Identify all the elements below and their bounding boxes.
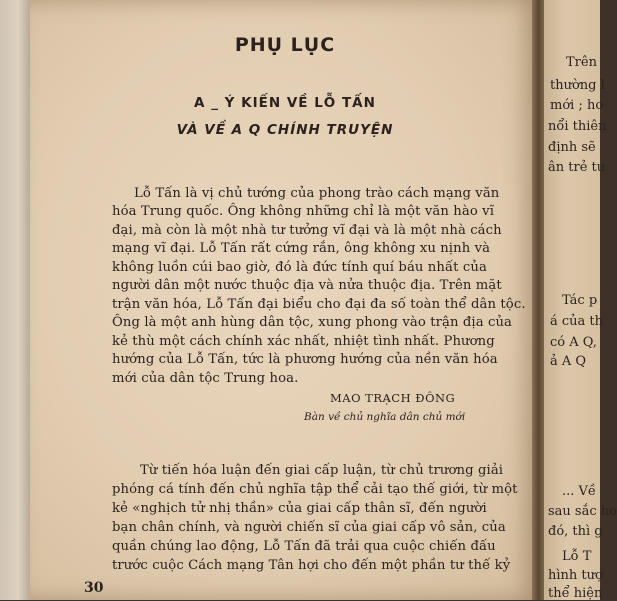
section-heading-line-1: A _ Ý KIẾN VỀ LỖ TẤN xyxy=(194,95,376,111)
paragraph-1-line: hóa Trung quốc. Ông không những chỉ là một văn hào vĩ xyxy=(112,204,495,219)
paragraph-1-line: không luồn cúi bao giờ, đó là đức tính quí báu nhất của xyxy=(112,260,487,275)
next-page-fragment: thường l xyxy=(550,78,605,93)
paragraph-1-line: đại, mà còn là một nhà tư tưởng vĩ đại và là một nhà cách xyxy=(112,223,502,238)
paragraph-2-line: trước cuộc Cách mạng Tân hợi cho đến một phần tư thế kỷ xyxy=(112,558,511,573)
next-page-fragment: hình tượ xyxy=(548,568,603,583)
paragraph-2-line: bạn chân chính, và người chiến sĩ của giai cấp vô sản, của xyxy=(112,520,506,535)
paragraph-1-line: trận văn hóa, Lỗ Tấn đại biểu cho đại đa số toàn thể dân tộc. xyxy=(112,297,526,312)
next-page-fragment: định sẽ xyxy=(548,140,596,155)
next-page-fragment: thể hiện xyxy=(548,586,603,601)
paragraph-1-line: kẻ thù một cách chính xác nhất, nhiệt tình nhất. Phương xyxy=(112,334,495,349)
paragraph-1-line: người dân một nước thuộc địa và nửa thuộc địa. Trên mặt xyxy=(112,278,502,293)
book-page-right-partial xyxy=(544,0,617,601)
attribution-author: MAO TRẠCH ĐÔNG xyxy=(330,391,456,405)
paragraph-1-line: Ông là một anh hùng dân tộc, xung phong vào trận địa của xyxy=(112,315,513,330)
paragraph-1-line: hướng của Lỗ Tấn, tức là phương hướng của nền văn hóa xyxy=(112,352,498,367)
paragraph-2-line: kẻ «nghịch tử nhị thần» của giai cấp thân sĩ, đến người xyxy=(112,501,487,516)
paragraph-2-line: phóng cá tính đến chủ nghĩa tập thể cải tạo thế giới, từ một xyxy=(112,482,518,497)
next-page-fragment: Trên xyxy=(566,55,597,70)
next-page-fragment: sau sắc ho xyxy=(548,504,617,519)
next-page-fragment: ... Về xyxy=(562,484,596,499)
next-page-fragment: đó, thì g xyxy=(548,524,603,539)
paragraph-2-line: Từ tiến hóa luận đến giai cấp luận, từ chủ trương giải xyxy=(140,463,504,478)
next-page-fragment: ả A Q xyxy=(550,354,587,369)
next-page-fragment: nổi thiên xyxy=(548,119,607,134)
next-page-fragment: có A Q, xyxy=(550,335,597,350)
attribution-source: Bàn về chủ nghĩa dân chủ mới xyxy=(304,411,466,423)
paragraph-2-line: quần chúng lao động, Lỗ Tấn đã trải qua cuộc chiến đấu xyxy=(112,539,496,554)
paragraph-1-line: Lỗ Tấn là vị chủ tướng của phong trào cách mạng văn xyxy=(134,186,500,201)
next-page-fragment: á của th xyxy=(550,314,604,329)
next-page-fragment: Tác p xyxy=(562,293,598,308)
section-heading-line-2: VÀ VỀ A Q CHÍNH TRUYỆN xyxy=(176,122,394,138)
next-page-fragment: ân trẻ tu xyxy=(548,160,606,175)
left-margin-background xyxy=(0,0,30,600)
page-title: PHỤ LỤC xyxy=(234,34,336,56)
page-number: 30 xyxy=(84,580,104,596)
paragraph-1-line: mới của dân tộc Trung hoa. xyxy=(112,371,299,386)
book-page-left xyxy=(30,0,540,600)
next-page-fragment: mới ; ho xyxy=(550,98,604,113)
paragraph-1-line: mạng vĩ đại. Lỗ Tấn rất cứng rắn, ông không xu nịnh và xyxy=(112,241,491,256)
next-page-fragment: Lỗ T xyxy=(562,549,592,564)
